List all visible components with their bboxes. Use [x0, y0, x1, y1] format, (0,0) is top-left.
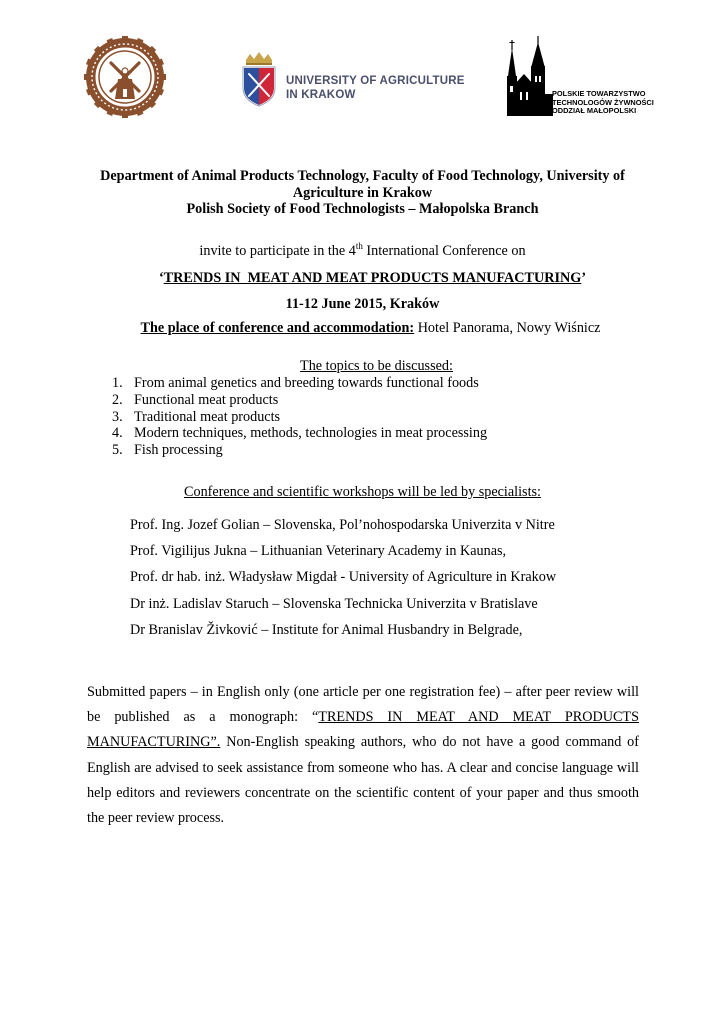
list-item — [112, 392, 487, 409]
conference-place — [8, 320, 725, 337]
list-item — [112, 375, 487, 392]
organizers-block — [0, 168, 725, 218]
university-crest-icon — [240, 50, 278, 108]
university-logo — [240, 50, 470, 110]
invitation-line — [0, 243, 725, 260]
submission-paragraph — [87, 680, 639, 831]
organizers-line3: Polish Society of Food Technologists – Małopolska Branch — [186, 201, 539, 217]
specialist-item: Prof. Ing. Jozef Golian – Slovenska, Pol’nohospodarska Univerzita v Nitre — [130, 517, 555, 533]
invitation-suffix: International Conference on — [362, 243, 526, 259]
conference-title — [10, 270, 725, 287]
organizers-line2: Agriculture in Krakow — [292, 184, 433, 201]
workshops-heading: Conference and scientific workshops will be led by specialists: — [184, 484, 541, 500]
seal-emblem-icon — [84, 36, 166, 118]
list-item-number: 3. — [112, 408, 123, 425]
specialists-list — [130, 512, 556, 643]
list-item — [112, 442, 487, 459]
pttz-logo-text — [552, 90, 654, 116]
list-item-number: 4. — [112, 425, 123, 442]
specialist-item: Prof. Vigilijus Jukna – Lithuanian Veterinary Academy in Kaunas, — [130, 543, 507, 560]
pttz-logo — [505, 36, 680, 118]
list-item-number: 2. — [112, 391, 123, 408]
list-item-text: Modern techniques, methods, technologies in meat processing — [134, 425, 488, 442]
submission-part1: Submitted papers – in English only (one article per one registration fee) – after peer review will be published as a monograph: “ — [87, 684, 639, 726]
list-item-text: Traditional meat products — [134, 408, 281, 425]
university-logo-line1: UNIVERSITY OF AGRICULTURE — [286, 75, 465, 87]
list-item-text: From animal genetics and breeding towards functional foods — [134, 375, 479, 391]
topics-list — [112, 375, 487, 459]
list-item-text: Fish processing — [134, 442, 223, 459]
pttz-line2: TECHNOLOGÓW ŻYWNOŚCI — [552, 97, 654, 107]
topics-heading: The topics to be discussed: — [300, 358, 453, 374]
title-quote-open: ‘ — [158, 270, 164, 286]
title-text: TRENDS IN MEAT AND MEAT PRODUCTS MANUFACTURING — [163, 270, 582, 286]
place-value: Hotel Panorama, Nowy Wiśnicz — [414, 320, 601, 336]
submission-part2: Non-English speaking authors, who do not have a good command of English are advised to seek assistance from someone who has. A clear and concise language will help editors and reviewers concentrate on the scientific content of your paper and thus smooth the peer review process. — [87, 734, 639, 827]
list-item-text: Functional meat products — [134, 391, 279, 408]
title-quote-close: ’ — [581, 270, 587, 286]
monograph-title: TRENDS IN MEAT AND MEAT PRODUCTS MANUFACTURING”. — [87, 709, 639, 751]
university-logo-line2: IN KRAKOW — [286, 89, 356, 101]
invitation-prefix: invite to participate in the 4 — [199, 243, 356, 259]
specialist-item: Dr Branislav Živković – Institute for Animal Husbandry in Belgrade, — [130, 621, 523, 638]
pttz-line1: POLSKIE TOWARZYSTWO — [552, 89, 646, 98]
list-item — [112, 409, 487, 426]
pttz-line3: ODDZIAŁ MAŁOPOLSKI — [552, 106, 637, 116]
conference-dates: 11-12 June 2015, Kraków — [285, 296, 440, 312]
place-label: The place of conference and accommodation: — [140, 320, 415, 336]
society-seal-logo — [84, 36, 166, 118]
list-item-number: 1. — [112, 375, 123, 391]
invitation-ordinal-suffix: th — [355, 241, 363, 251]
castle-towers-icon — [505, 36, 553, 116]
list-item-number: 5. — [112, 442, 123, 459]
specialist-item: Dr inż. Ladislav Staruch – Slovenska Technicka Univerzita v Bratislave — [130, 595, 538, 612]
specialist-item: Prof. dr hab. inż. Władysław Migdał - University of Agriculture in Krakow — [130, 569, 557, 586]
organizers-line1: Department of Animal Products Technology, Faculty of Food Technology, University of — [100, 168, 625, 184]
university-logo-text — [286, 74, 465, 102]
list-item — [112, 425, 487, 442]
